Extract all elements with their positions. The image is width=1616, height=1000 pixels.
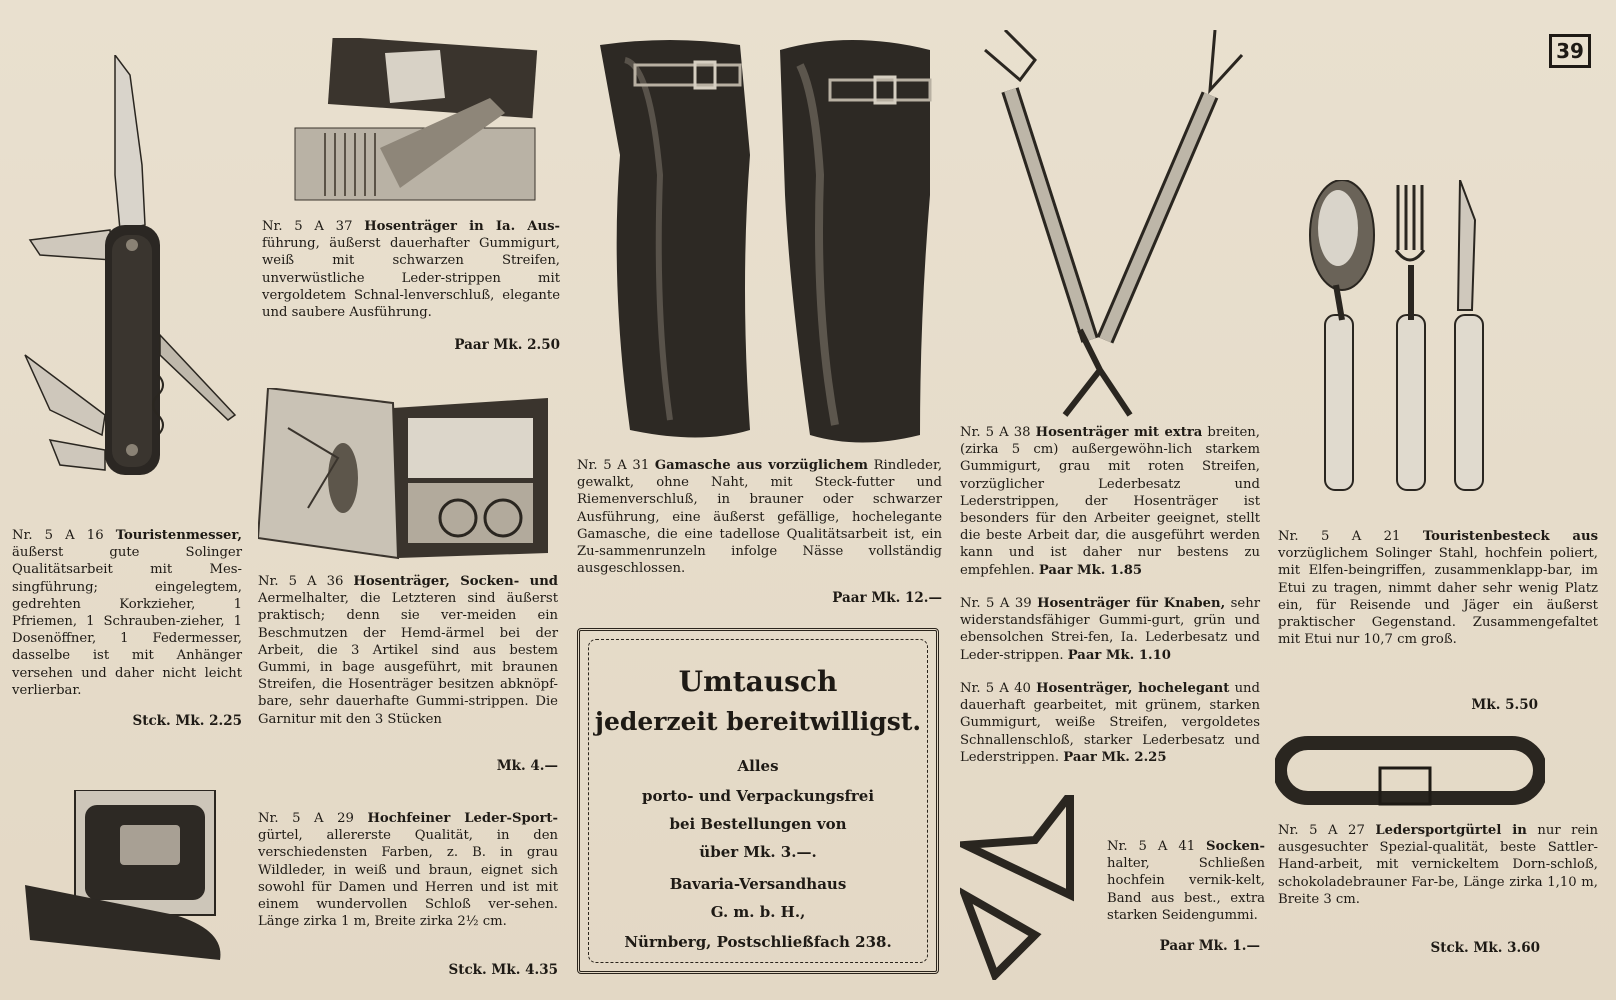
item-5a29-title: Hochfeiner Leder-Sport-	[367, 811, 558, 826]
item-5a39-price: Paar Mk. 1.10	[1067, 647, 1171, 663]
gaiters-illustration	[590, 35, 950, 450]
item-5a38-head: Nr. 5 A 38	[960, 425, 1031, 440]
item-5a29-price: Stck. Mk. 4.35	[448, 962, 558, 978]
notice-line-7: Nürnberg, Postschließfach 238.	[624, 933, 892, 951]
item-5a27-head: Nr. 5 A 27	[1278, 823, 1365, 838]
item-5a27-price: Stck. Mk. 3.60	[1430, 940, 1540, 956]
suspenders-illustration	[980, 30, 1260, 420]
item-5a36-price: Mk. 4.—	[496, 758, 558, 774]
item-5a40-body: und dauerhaft gearbeitet, mit grünem, starken Gummigurt, weiße Streifen, vergoldetes Schnallenschloß, starker Lederbesatz und Lederstrippen.	[960, 681, 1260, 765]
sock-holders-illustration	[960, 795, 1095, 980]
notice-line-5: Bavaria-Versandhaus	[669, 875, 847, 893]
item-5a41-body: halter, Schließen hochfein vernik-kelt, Band aus best., extra starken Seidengummi.	[1107, 856, 1265, 923]
item-5a16-title: Touristenmesser,	[115, 528, 242, 543]
exchange-notice-box	[577, 628, 939, 974]
item-5a36-body: Aermelhalter, die Letzteren sind äußerst praktisch; denn sie ver-meiden ein Beschmutzen der Hemd-ärmel bei der Arbeit, die 3 Artikel sind aus bestem Gummi, in bage ausgeführt, mit braunen Streifen, die Hosenträger besitzen abknöpf-bare, sehr dauerhafte Gummi-strippen. Die Garnitur mit den 3 Stücken	[258, 591, 558, 727]
item-5a39-description	[960, 595, 1260, 664]
garnitur-box-illustration	[258, 388, 553, 563]
item-5a40-title: Hosenträger, hochelegant	[1036, 681, 1230, 696]
item-5a41-head: Nr. 5 A 41	[1107, 839, 1196, 854]
item-5a40-price: Paar Mk. 2.25	[1063, 749, 1167, 765]
item-5a27-title: Ledersportgürtel in	[1375, 823, 1527, 838]
item-5a29-body: gürtel, allererste Qualität, in den verschiedensten Farben, z. B. in grau Wildleder, in weiß und braun, eignet sich sowohl für Damen und Herren und ist mit einem wundervollen Schloß ver-sehen. Länge zirka 1 m, Breite zirka 2½ cm.	[258, 828, 558, 930]
item-5a16-price: Stck. Mk. 2.25	[132, 713, 242, 729]
item-5a37-body: führung, äußerst dauerhafter Gummigurt, weiß mit schwarzen Streifen, unverwüstliche Leder-strippen mit vergoldetem Schnal-lenverschluß, elegante und saubere Ausführung.	[262, 236, 560, 321]
notice-line-6: G. m. b. H.,	[710, 903, 806, 921]
item-5a39-head: Nr. 5 A 39	[960, 596, 1032, 611]
item-5a21-description	[1278, 528, 1598, 648]
item-5a31-price: Paar Mk. 12.—	[832, 590, 942, 606]
item-5a31-body: Rindleder, gewalkt, ohne Naht, mit Steck-futter und Riemenverschluß, in brauner oder schwarzer Ausführung, eine äußerst gefällige, hochelegante Gamasche, die eine tadellose Qualitätsarbeit ist, ein Zu-sammenrunzeln infolge Nässe vollständig ausgeschlossen.	[577, 458, 943, 577]
item-5a38-description	[960, 424, 1260, 579]
item-5a27-description	[1278, 822, 1598, 908]
belt-illustration	[1275, 728, 1545, 808]
notice-title: Umtausch	[678, 665, 838, 698]
item-5a21-head: Nr. 5 A 21	[1278, 529, 1401, 544]
item-5a38-title: Hosenträger mit extra	[1035, 425, 1203, 440]
item-5a41-price: Paar Mk. 1.—	[1159, 938, 1260, 954]
item-5a41-title: Socken-	[1206, 839, 1265, 854]
item-5a37-description	[262, 218, 560, 321]
item-5a38-price: Paar Mk. 1.85	[1038, 562, 1143, 578]
item-5a37-head: Nr. 5 A 37	[262, 219, 353, 234]
notice-subtitle: jederzeit bereitwilligst.	[594, 707, 922, 736]
pocket-knife-illustration	[20, 55, 245, 485]
item-5a29-description	[258, 810, 558, 930]
notice-line-4: über Mk. 3.—.	[699, 843, 817, 861]
suspenders-box-illustration	[290, 38, 545, 203]
item-5a41-description	[1107, 838, 1265, 924]
item-5a36-description	[258, 573, 558, 728]
item-5a21-price: Mk. 5.50	[1471, 697, 1538, 713]
item-5a21-body: vorzüglichem Solinger Stahl, hochfein poliert, mit Elfen-beingriffen, zusammenklapp-bar, im Etui zu tragen, nimmt daher sehr wenig Platz ein, für Reisende und Jäger ein äußerst praktischer Gegenstand. Zusammengefaltet mit Etui nur 10,7 cm groß.	[1278, 546, 1598, 648]
item-5a40-head: Nr. 5 A 40	[960, 681, 1031, 696]
page-number: 39	[1549, 34, 1591, 68]
item-5a31-description	[577, 457, 942, 577]
item-5a31-title: Gamasche aus vorzüglichem	[654, 458, 868, 473]
item-5a16-description	[12, 527, 242, 699]
notice-line-3: bei Bestellungen von	[669, 815, 847, 833]
item-5a29-head: Nr. 5 A 29	[258, 811, 354, 826]
item-5a27-body: nur rein ausgesuchter Spezial-qualität, beste Sattler-Hand-arbeit, mit vernickeltem Dorn-schloß, schokoladebrauner Far-be, Länge zirka 1,10 m, Breite 3 cm.	[1278, 823, 1599, 907]
item-5a39-body: sehr widerstandsfähiger Gummi-gurt, grün und ebensolchen Strei-fen, Ia. Lederbesatz und Leder-strippen.	[960, 596, 1260, 663]
cutlery-illustration	[1300, 180, 1500, 495]
item-5a36-head: Nr. 5 A 36	[258, 574, 344, 589]
item-5a37-title: Hosenträger in Ia. Aus-	[364, 219, 560, 234]
belt-box-illustration	[25, 790, 240, 965]
notice-line-2: porto- und Verpackungsfrei	[641, 787, 875, 805]
item-5a21-title: Touristenbesteck aus	[1422, 529, 1598, 544]
item-5a40-description	[960, 680, 1260, 766]
item-5a36-title: Hosenträger, Socken- und	[353, 574, 559, 589]
notice-line-1: Alles	[737, 757, 779, 775]
item-5a31-head: Nr. 5 A 31	[577, 458, 650, 473]
item-5a37-price: Paar Mk. 2.50	[454, 337, 560, 353]
item-5a16-head: Nr. 5 A 16	[12, 528, 104, 543]
item-5a38-body: breiten, (zirka 5 cm) außergewöhn-lich starkem Gummigurt, grau mit roten Streifen, vorzüglicher Lederbesatz und Lederstrippen, der Hosenträger ist besonders für den Arbeiter geeignet, stellt die beste Arbeit dar, die ausgeführt werden kann und ist daher nur bestens zu empfehlen.	[960, 425, 1260, 578]
item-5a16-body: äußerst gute Solinger Qualitätsarbeit mit Mes-singführung; eingelegtem, gedrehten Korkzieher, 1 Pfriemen, 1 Schrauben-zieher, 1 Dosenöffner, 1 Federmesser, dasselbe ist mit Anhänger versehen und daher nicht leicht verlierbar.	[12, 545, 242, 698]
item-5a39-title: Hosenträger für Knaben,	[1037, 596, 1226, 611]
